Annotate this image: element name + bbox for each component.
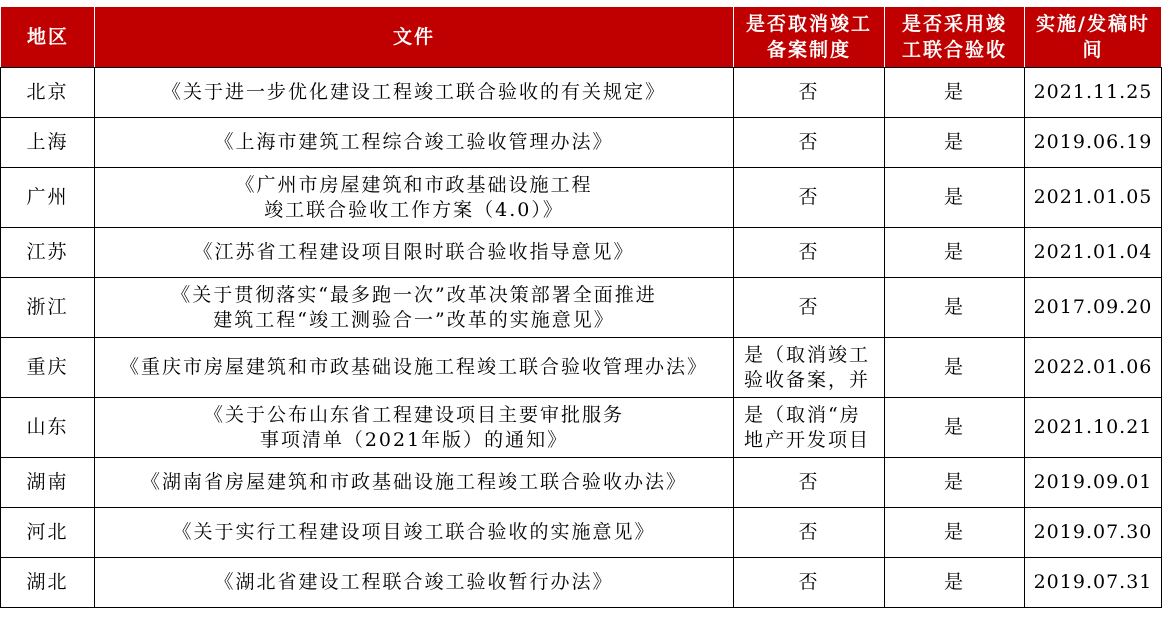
cell-date[interactable]: 2019.07.31	[1025, 558, 1162, 608]
header-date[interactable]	[1025, 7, 1162, 68]
cell-date[interactable]: 2019.07.30	[1025, 508, 1162, 558]
cell-joint-acceptance[interactable]: 是	[885, 458, 1025, 508]
cell-cancel-record-line: 是（取消“房	[744, 403, 861, 426]
cell-region[interactable]: 上海	[1, 118, 95, 168]
cell-cancel-record[interactable]	[734, 228, 885, 278]
cell-region[interactable]: 广州	[1, 168, 95, 228]
cell-date[interactable]: 2021.10.21	[1025, 398, 1162, 458]
cell-document-line: 竣工联合验收工作方案（4.0）》	[264, 198, 564, 221]
header-joint-acceptance-line-2: 工联合验收	[901, 39, 1007, 61]
cell-document-line: 《湖南省房屋建筑和市政基础设施工程竣工联合验收办法》	[140, 471, 687, 493]
cell-document-line: 《湖北省建设工程联合竣工验收暂行办法》	[214, 571, 614, 593]
header-cancel-record-line-2: 备案制度	[766, 39, 851, 61]
header-row	[1, 7, 1162, 68]
cell-cancel-record-line: 验收备案，并	[744, 368, 871, 391]
cell-document[interactable]	[95, 338, 734, 398]
cell-date[interactable]: 2021.01.04	[1025, 228, 1162, 278]
table-row	[1, 118, 1162, 168]
cell-document[interactable]	[95, 68, 734, 118]
cell-document[interactable]	[95, 508, 734, 558]
cell-cancel-record-line: 否	[798, 296, 820, 318]
cell-cancel-record[interactable]	[734, 118, 885, 168]
cell-cancel-record[interactable]	[734, 398, 885, 458]
cell-cancel-record[interactable]	[734, 508, 885, 558]
cell-region[interactable]: 北京	[1, 68, 95, 118]
completion-acceptance-policy-table	[0, 6, 1162, 608]
cell-date[interactable]: 2019.09.01	[1025, 458, 1162, 508]
cell-date[interactable]: 2021.11.25	[1025, 68, 1162, 118]
header-cancel-record-line-1: 是否取消竣工	[745, 13, 872, 35]
cell-joint-acceptance[interactable]: 是	[885, 398, 1025, 458]
table-row	[1, 278, 1162, 338]
cell-document[interactable]	[95, 278, 734, 338]
cell-document[interactable]	[95, 168, 734, 228]
cell-date[interactable]: 2017.09.20	[1025, 278, 1162, 338]
cell-document-line: 《关于进一步优化建设工程竣工联合验收的有关规定》	[161, 81, 666, 103]
cell-document-line: 事项清单（2021年版）的通知》	[259, 428, 569, 451]
cell-joint-acceptance[interactable]: 是	[885, 278, 1025, 338]
cell-document-line: 《关于公布山东省工程建设项目主要审批服务	[203, 403, 624, 426]
header-joint-acceptance-line-1: 是否采用竣	[901, 13, 1007, 35]
cell-document-line: 《关于实行工程建设项目竣工联合验收的实施意见》	[172, 521, 656, 543]
cell-joint-acceptance[interactable]: 是	[885, 228, 1025, 278]
cell-cancel-record[interactable]	[734, 558, 885, 608]
cell-cancel-record-line: 是（取消竣工	[744, 343, 871, 366]
cell-document[interactable]	[95, 558, 734, 608]
cell-region[interactable]: 河北	[1, 508, 95, 558]
header-region[interactable]: 地区	[1, 7, 95, 68]
cell-cancel-record-line: 否	[798, 241, 820, 263]
cell-document[interactable]	[95, 458, 734, 508]
table-row	[1, 458, 1162, 508]
cell-document-line: 《上海市建筑工程综合竣工验收管理办法》	[214, 131, 614, 153]
cell-document[interactable]	[95, 398, 734, 458]
cell-region[interactable]: 湖南	[1, 458, 95, 508]
cell-cancel-record-line: 否	[798, 186, 820, 208]
header-date-line-1: 实施/发稿时	[1036, 13, 1150, 35]
cell-region[interactable]: 重庆	[1, 338, 95, 398]
cell-document-line: 《关于贯彻落实“最多跑一次”改革决策部署全面推进	[171, 283, 657, 306]
cell-joint-acceptance[interactable]: 是	[885, 118, 1025, 168]
cell-cancel-record-line: 否	[798, 571, 820, 593]
table-row	[1, 228, 1162, 278]
cell-region[interactable]: 江苏	[1, 228, 95, 278]
cell-cancel-record[interactable]	[734, 278, 885, 338]
cell-joint-acceptance[interactable]: 是	[885, 508, 1025, 558]
cell-joint-acceptance[interactable]: 是	[885, 168, 1025, 228]
header-cancel-record[interactable]	[734, 7, 885, 68]
cell-cancel-record-line: 否	[798, 131, 820, 153]
cell-date[interactable]: 2022.01.06	[1025, 338, 1162, 398]
cell-region[interactable]: 湖北	[1, 558, 95, 608]
cell-document-line: 建筑工程“竣工测验合一”改革的实施意见》	[213, 308, 615, 331]
table-row	[1, 558, 1162, 608]
cell-date[interactable]: 2019.06.19	[1025, 118, 1162, 168]
cell-cancel-record-line: 否	[798, 471, 820, 493]
table-row	[1, 168, 1162, 228]
cell-cancel-record[interactable]	[734, 68, 885, 118]
table-row	[1, 338, 1162, 398]
cell-cancel-record-line: 否	[798, 521, 820, 543]
table-body	[1, 68, 1162, 608]
cell-document-line: 《广州市房屋建筑和市政基础设施工程	[235, 173, 593, 196]
cell-cancel-record[interactable]	[734, 458, 885, 508]
table-row	[1, 508, 1162, 558]
table-row	[1, 68, 1162, 118]
cell-cancel-record[interactable]	[734, 338, 885, 398]
cell-cancel-record-line: 否	[798, 81, 820, 103]
table-row	[1, 398, 1162, 458]
cell-document-line: 《江苏省工程建设项目限时联合验收指导意见》	[193, 241, 635, 263]
cell-region[interactable]: 浙江	[1, 278, 95, 338]
header-joint-acceptance[interactable]	[885, 7, 1025, 68]
cell-region[interactable]: 山东	[1, 398, 95, 458]
cell-joint-acceptance[interactable]: 是	[885, 68, 1025, 118]
cell-cancel-record[interactable]	[734, 168, 885, 228]
cell-joint-acceptance[interactable]: 是	[885, 558, 1025, 608]
cell-document[interactable]	[95, 228, 734, 278]
cell-joint-acceptance[interactable]: 是	[885, 338, 1025, 398]
header-date-line-2: 间	[1082, 39, 1104, 61]
cell-document[interactable]	[95, 118, 734, 168]
cell-cancel-record-line: 地产开发项目	[744, 428, 871, 451]
header-document[interactable]: 文件	[95, 7, 734, 68]
cell-document-line: 《重庆市房屋建筑和市政基础设施工程竣工联合验收管理办法》	[119, 356, 708, 378]
cell-date[interactable]: 2021.01.05	[1025, 168, 1162, 228]
